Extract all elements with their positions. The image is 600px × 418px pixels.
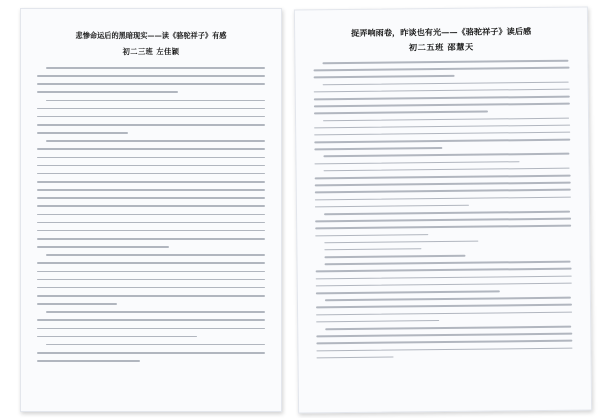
text-line — [37, 360, 140, 362]
text-line — [46, 67, 265, 69]
text-line — [37, 83, 265, 85]
text-line — [315, 218, 571, 222]
text-line — [324, 167, 570, 171]
text-line — [315, 234, 428, 237]
text-line — [37, 148, 265, 150]
left-page-body — [37, 67, 265, 362]
text-line — [37, 91, 178, 93]
text-line — [316, 347, 572, 351]
text-line — [324, 211, 570, 215]
text-line — [314, 111, 488, 114]
text-line — [37, 230, 265, 232]
text-line — [317, 356, 394, 358]
text-line — [314, 147, 442, 150]
text-line — [316, 268, 572, 272]
text-line — [314, 132, 570, 136]
text-line — [46, 311, 265, 313]
text-line — [315, 175, 571, 179]
text-line — [37, 319, 265, 321]
text-line — [37, 222, 265, 224]
text-line — [314, 96, 570, 100]
text-line — [315, 161, 520, 165]
text-line — [316, 340, 572, 344]
text-line — [37, 328, 265, 330]
text-line — [37, 279, 265, 281]
text-line — [46, 100, 265, 102]
text-line — [37, 165, 265, 167]
text-line — [37, 116, 265, 118]
text-line — [46, 140, 265, 142]
text-line — [314, 124, 570, 128]
text-line — [37, 181, 265, 183]
text-line — [315, 189, 571, 193]
text-line — [323, 81, 569, 85]
text-line — [323, 153, 569, 157]
text-line — [37, 75, 265, 77]
text-line — [314, 88, 570, 92]
text-line — [37, 238, 265, 240]
text-line — [316, 311, 572, 315]
text-line — [325, 297, 571, 301]
text-line — [315, 204, 469, 207]
text-line — [314, 103, 570, 107]
text-line — [37, 287, 265, 289]
text-line — [46, 254, 265, 256]
text-line — [324, 248, 421, 251]
text-line — [323, 117, 569, 121]
text-line — [37, 173, 265, 175]
text-line — [37, 262, 265, 264]
text-line — [316, 290, 500, 294]
text-line — [37, 108, 265, 110]
text-line — [37, 271, 265, 273]
right-page — [294, 6, 592, 413]
text-line — [316, 320, 439, 323]
text-line — [37, 295, 265, 297]
text-line — [314, 139, 570, 143]
left-page — [20, 8, 282, 412]
text-line — [316, 282, 572, 286]
text-line — [37, 197, 265, 199]
left-page-byline: 初二三班 左佳颖 — [122, 47, 180, 56]
text-line — [37, 157, 265, 159]
text-line — [314, 75, 455, 78]
text-line — [315, 182, 571, 186]
text-line — [37, 124, 265, 126]
text-line — [325, 326, 571, 330]
text-line — [324, 255, 465, 258]
text-line — [37, 205, 265, 207]
text-line — [325, 261, 571, 265]
text-line — [37, 246, 169, 248]
text-line — [37, 214, 265, 216]
text-line — [322, 60, 568, 64]
text-line — [315, 225, 571, 229]
text-line — [37, 336, 197, 338]
right-page-byline: 初二五班 邵慧天 — [408, 41, 474, 53]
text-line — [37, 189, 265, 191]
text-line — [315, 196, 571, 200]
text-line — [316, 275, 572, 279]
right-page-title: 捉弄响雨卷，昨谈也有光——《骆驼祥子》读后感 — [351, 26, 532, 38]
text-line — [324, 240, 478, 243]
text-line — [316, 304, 572, 308]
text-line — [46, 344, 265, 346]
text-line — [37, 352, 265, 354]
text-line — [37, 303, 117, 305]
right-page-body — [313, 60, 572, 359]
text-line — [37, 132, 128, 134]
left-page-title: 悲惨命运后的黑暗现实——读《骆驼祥子》有感 — [75, 31, 227, 40]
text-line — [314, 67, 570, 71]
text-line — [316, 333, 572, 337]
